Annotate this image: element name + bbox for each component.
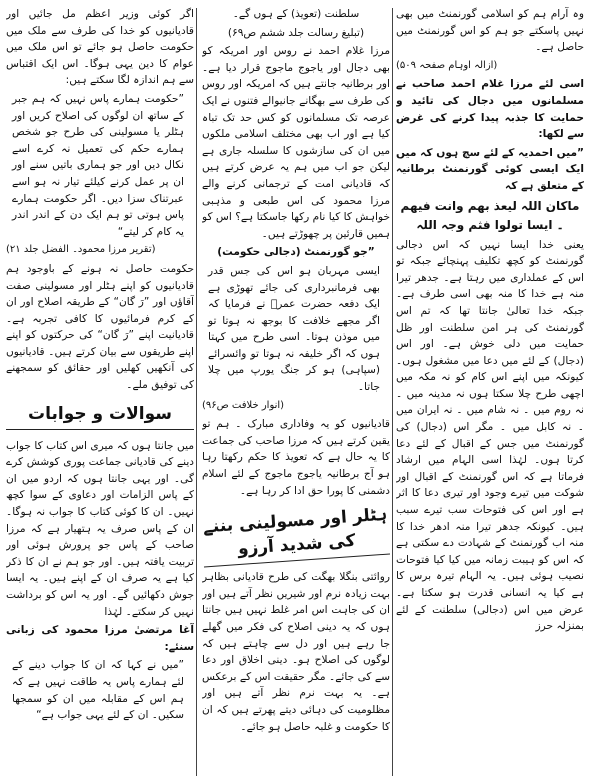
quotation-heading: ”جو گورنمنٹ (دجالی حکومت)	[217, 246, 375, 259]
left-column	[6, 6, 194, 778]
right-paragraph: یعنی خدا ایسا نہیں کہ اس دجالی گورنمنٹ کو کچھ تکلیف پہنچائے جبکہ تو اس کے عملداری میں رہتا ہے۔ جدھر تیرا منہ ہے خدا کا منہ بھی اسی طرف ہے۔ جبکہ خدا تعالیٰ جانتا تھا کہ تم اس گورنمنٹ کی ہر امن سلطنت اور ظل حمایت میں دلی خوش ہے۔ اور اس (دجال) کے لئے میں دعا میں مشغول ہوں۔ کیونکہ میں اپنے اس کام کو نہ مکہ میں اچھی طرح چلا سکتا ہوں نہ مدینہ میں ۔ نہ روم میں ۔ نہ شام میں ۔ نہ ایران میں ۔ نہ کابل میں ۔ مگر اس (دجال) کی گورنمنٹ میں جس کے اقبال کے لئے دعا کرتا ہوں۔ لہٰذا اسی الہام میں ارشاد فرماتا ہے کہ اس گورنمنٹ کے اقبال اور شوکت میں تیرے وجود اور تیری دعا کا اثر ہے اور اس کی فتوحات سب تیرے سبب ہیں۔ کیونکہ جدھر تیرا منہ ادھر خدا کا منہ اب گورنمنٹ کے شہادت دے سکتی ہے کہ اس کو ہیبت زمانہ میں کیا کیا فتوحات نصیب ہوئی ہیں۔ یہ الہام تیرہ برس کا ہے کیا یہ انسانی قدرت ہو سکتا ہے۔ عرض میں اس (دجالی) سلطنت کے لئے بمنزلہ حرز	[396, 238, 584, 633]
citation: (تبلیغ رسالت جلد ششم ص۶۹)	[227, 26, 365, 39]
column-divider	[196, 8, 197, 776]
quotation: ”میں احمدیہ کے لئے سچ ہوں کہ میں ایک ایسی کوئی گورنمنٹ برطانیہ کے متعلق ہے کہ	[396, 146, 584, 192]
right-column	[396, 6, 584, 778]
right-paragraph: وہ آرام ہم کو اسلامی گورنمنٹ میں بھی نہیں پاسکتے جو ہم کو اس گورنمنٹ میں حاصل ہے۔	[396, 8, 584, 54]
citation: (انوار خلافت ص۹۶)	[202, 399, 285, 411]
section-heading: سوالات و جوابات	[6, 402, 194, 430]
middle-paragraph: سلطنت (تعویذ) کے ہوں گے۔	[232, 8, 360, 20]
left-paragraph: میں جانتا ہوں کہ میری اس کتاب کا جواب دینے کی قادیانی جماعت پوری کوشش کرے گی۔ اور یہی جانتا ہوں کہ اردو میں ان کے پاس الزامات اور دعاوی کے سوا کچھ نہیں۔ ان کا کوئی کتاب کا جواب نہ ہوگا۔ ان کے پاس صرف یہ ہتھیار ہے کہ مرزا صاحب کے پاس جو پرورش ہوئی اور تربیت یافتہ ہیں۔ اور جو ہم نے ان کا ذکر کیا ہے یہ صرف ان کے اپنے ہیں۔ یہ ایسا جوش دکھائیں گے۔ اور یہ اس کو برداشت نہیں کر سکتے۔ لہٰذا	[6, 439, 194, 618]
left-paragraph: اگر کوئی وزیر اعظم مل جائیں اور قادیانیوں کو خدا کی طرف سے ملک میں حکومت حاصل ہو جائے تو اس ملک میں عوام کا دین یہی ہوگا۔ اس ایک اقتباس سے ہم اندازہ لگا سکتے ہیں:	[6, 8, 194, 87]
citation: (ازالہ اوہام صفحہ ۵۰۹)	[396, 59, 498, 71]
column-divider	[392, 8, 393, 776]
middle-paragraph: روائتی بنگلا بھگت کی طرح قادیانی بظاہر بہت زیادہ نرم اور شیریں نظر آتے ہیں اور ان کی جاہت اس امر غلط نہیں ہیں جانتا ہوں کہ یہ دینی اصلاح کی فکر میں گھلے جا رہے ہیں اور دل سے چاہتے ہیں کہ لوگوں کی اصلاح ہو۔ دینی اخلاق اور دعا سے کی جائے۔ مگر حقیقت اس کے برعکس ہے۔ یہ بہت نرم نظر آتے ہیں اور مظلومیت کی دہائی دیتے پھرتے ہیں کہ ان کا حکومت و غلبہ حاصل ہو جائے۔	[202, 571, 390, 733]
middle-column	[202, 6, 390, 778]
arabic-quotation: ماکان اللہ لیعذ بھم وانت فیھم ۔ ایسا تولوا فثم وجہ اللہ	[400, 198, 580, 232]
section-heading: ہٹلر اور مسولینی بننے کی شدید آرزو	[202, 503, 390, 568]
left-paragraph: حکومت حاصل نہ ہونے کے باوجود ہم قادیانیوں کو اپنے ہٹلر اور مسولینی صفت آقاؤں اور ”رَ گان“ کے طریقہ اصلاح اور ان کے کرم فرمائیوں کا کافی تجربہ ہے۔ قادیانیت اپنے ”رَ گان“ کی حرکتوں کو اپنے اپنے طریقوں سے بیان کرتے ہیں۔ قادیانیوں کی آنکھیں کھلیں اور حقائق کو سمجھنے کی توفیق ملے۔	[6, 262, 194, 392]
right-paragraph: اسی لئے مرزا غلام احمد صاحب نے مسلمانوں میں دجال کی تائید و حمایت کا جذبہ پیدا کرنے کی غرض سے لکھا:	[396, 78, 584, 141]
quotation: ایسی مہربان ہو اس کی جس قدر بھی فرمانبرداری کی جائے تھوڑی ہے ایک دفعہ حضرت عمرؓ نے فرمایا کہ اگر مجھے خلافت کا بوجھ نہ ہوتا تو میں موذن ہوتا۔ اسی طرح میں کہتا ہوں کہ اگر خلیفہ نہ ہوتا تو وائسرائے (سپاہی) ہو کر جنگ یورپ میں چلا جاتا۔	[208, 264, 380, 394]
quotation: ”میں نے کہا کہ ان کا جواب دینے کے لئے ہمارے پاس یہ طاقت نہیں ہے کہ ہم اس کے مقابلہ میں ان کو سمجھا سکیں۔ ان کے لئے یہی جواب ہے“	[12, 659, 184, 722]
middle-paragraph: مرزا غلام احمد نے روس اور امریکہ کو بھی دجال اور یاجوج ماجوج قرار دیا ہے۔ اور برطانیہ جانتے ہیں کہ امریکہ اور روس کی طرف سے بھگانے جانیوالے فتنوں نے ایک عرصہ تک مسلمانوں کو کس حد تک تباہ کیا ہے اور اب بھی مختلف اسلامی ملکوں میں ان کی سازشوں کا سلسلہ جاری ہے لیکن جو اب میں ہم یہ عرض کرتے ہیں کہ قادیانی امت کے ترجمانی کرنے والے مرزا محمود کی اس طبعی و مذہبی خواہش کا کیا نام رکھا جاسکتا ہے؟ اس کو ہمیں قارئین پر چھوڑتے ہیں۔	[202, 45, 390, 240]
middle-paragraph: قادیانیوں کو یہ وفاداری مبارک ۔ ہم تو یقین کرتے ہیں کہ مرزا صاحب کی جماعت کا یہ حال ہے کہ تعویذ کا حکم رکھتا رہا ہو آج برطانیہ یاجوج ماجوج کے لئے اسلام دشمنی کا پورا حق ادا کر رہا ہے۔	[202, 418, 390, 497]
citation: (تقریر مرزا محمود۔ الفضل جلد ۲۱)	[6, 244, 156, 256]
left-paragraph: آغا مرتضیٰ مرزا محمود کی زبانی سنئے:	[6, 624, 194, 653]
quotation: ”حکومت ہمارے پاس نہیں کہ ہم جبر کے ساتھ ان لوگوں کی اصلاح کریں اور ہٹلر یا مسولینی کی طرح جو شخص ہمارے حکم کی تعمیل نہ کرے اسے نکال دیں اور جو ہماری باتیں سنے اور ان پر عمل کرنے کیلئے تیار نہ ہو اسے عبرتناک سزا دیں۔ اگر حکومت ہمارے پاس ہوتی تو ہم ایک دن کے اندر اندر یہ کام کر لیتے“	[12, 92, 184, 238]
